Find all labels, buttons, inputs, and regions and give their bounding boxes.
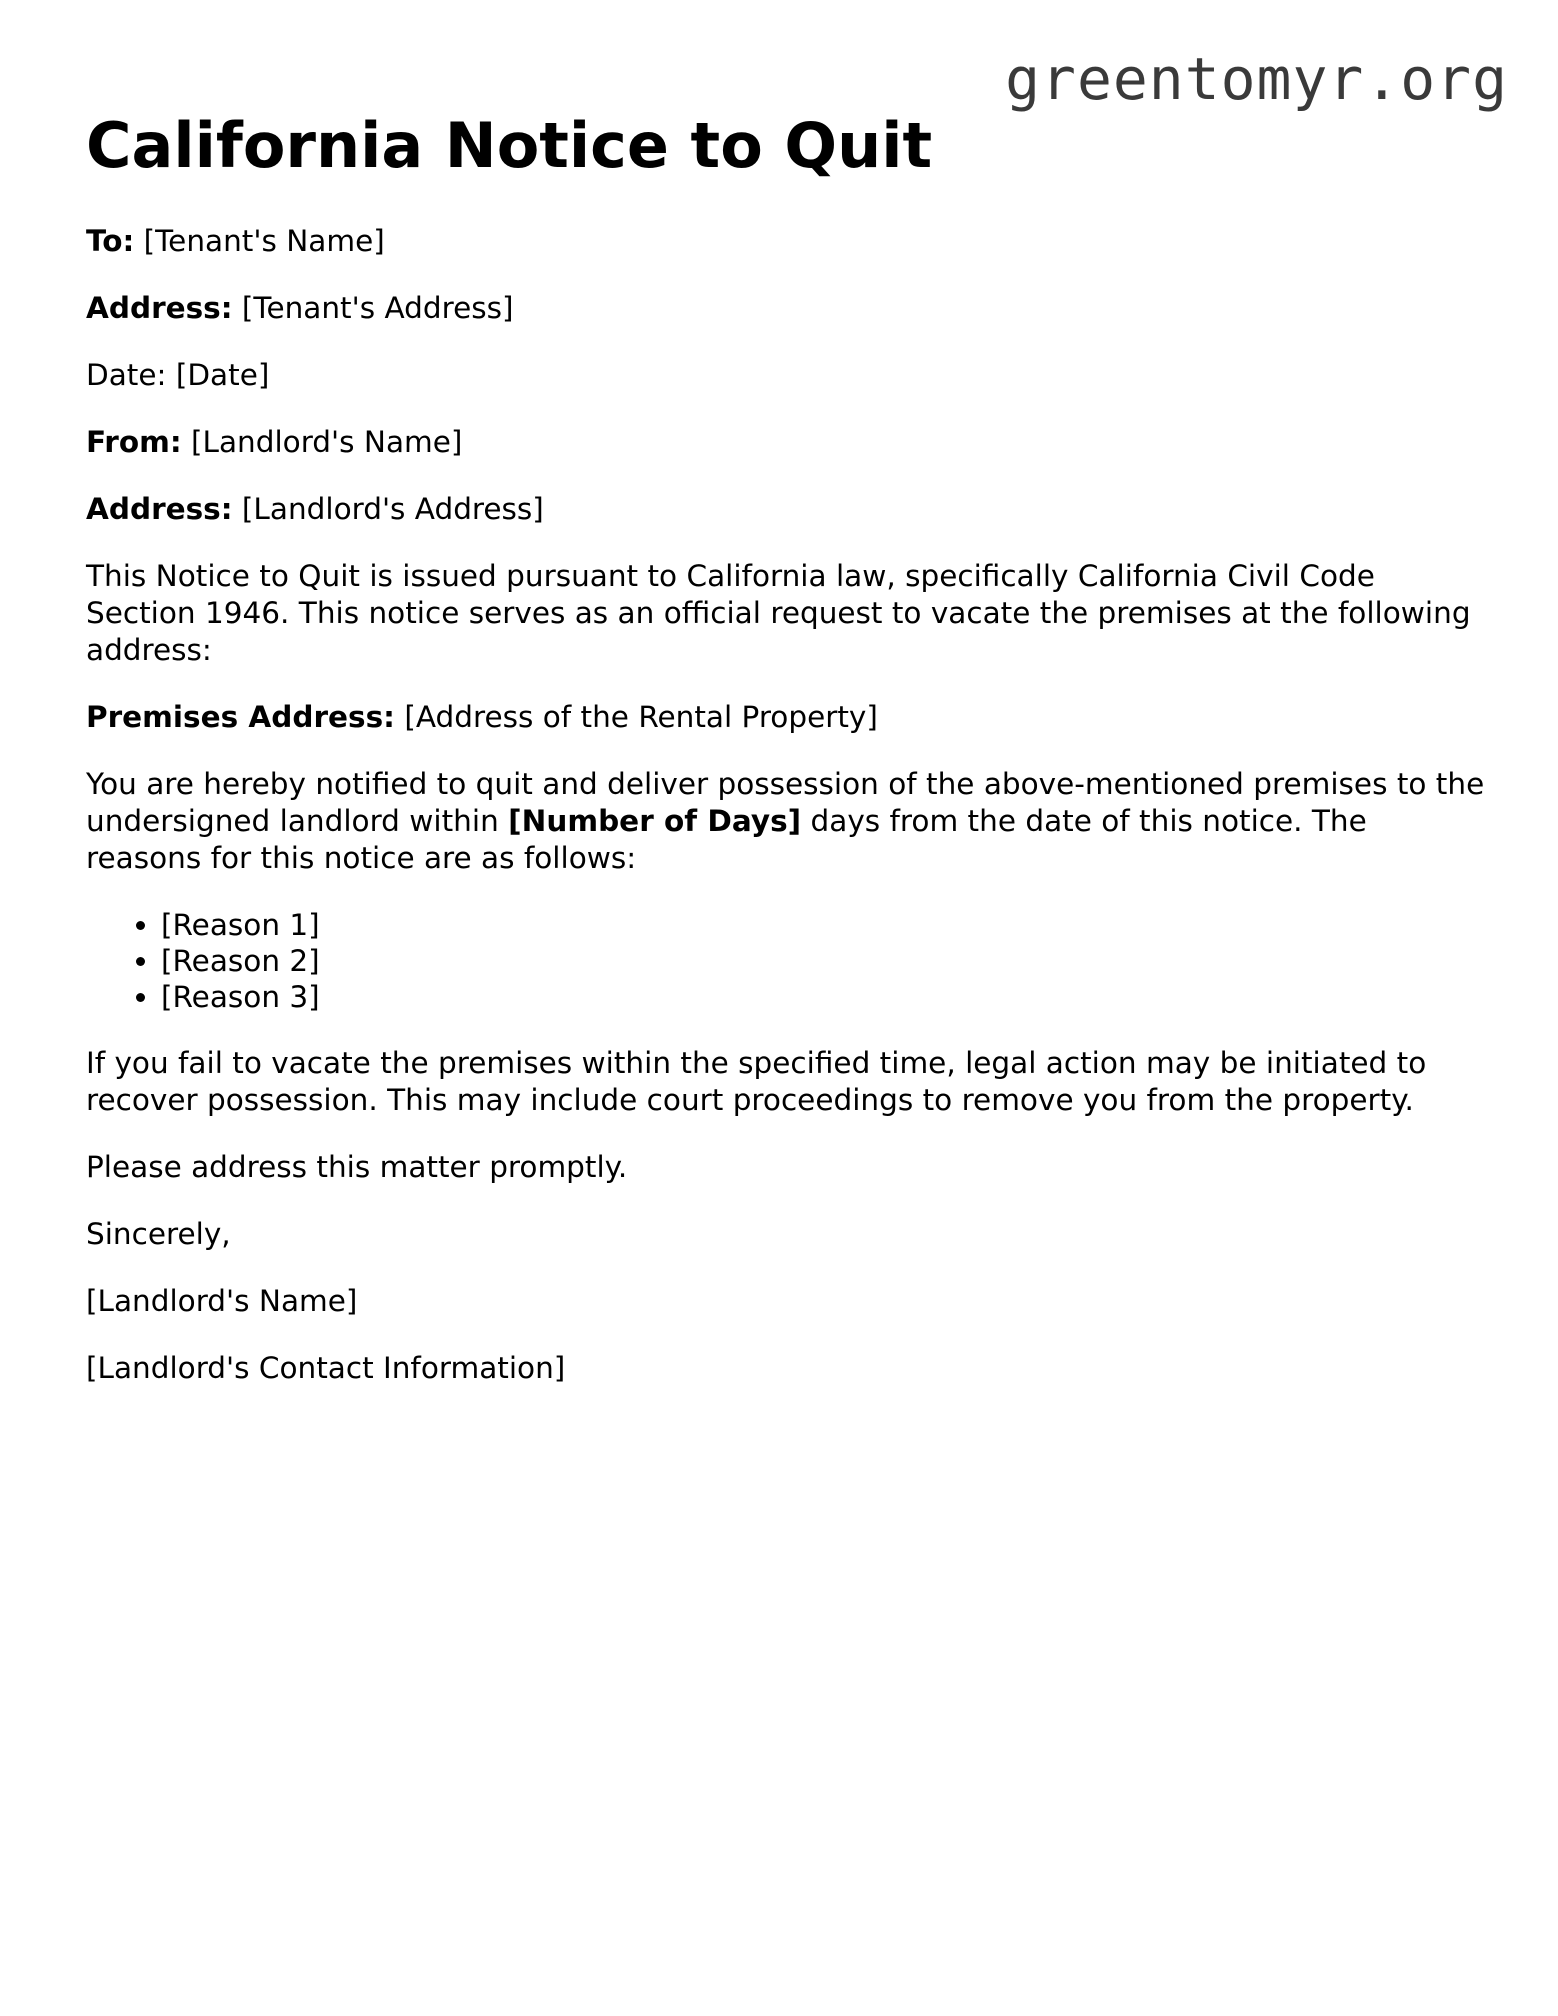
sender-label: From: <box>86 425 182 460</box>
premises-line <box>86 699 1486 736</box>
tenant-address-value: [Tenant's Address] <box>232 291 514 326</box>
intro-paragraph: This Notice to Quit is issued pursuant to California law, specifically California Civil Code Section 1946. This notice serves as an official request to vacate the premises at the following address: <box>86 559 1471 668</box>
sender-line <box>86 424 1486 461</box>
landlord-address-line <box>86 491 1486 528</box>
signature-name: [Landlord's Name] <box>86 1284 358 1319</box>
document-title: California Notice to Quit <box>86 109 933 182</box>
tenant-address-label: Address: <box>86 291 233 326</box>
closing-request: Please address this matter promptly. <box>86 1150 628 1185</box>
site-watermark: greentomyr.org <box>1005 45 1508 113</box>
recipient-line <box>86 223 1486 260</box>
recipient-label: To: <box>86 224 135 259</box>
list-item: • [Reason 2] <box>161 943 1486 979</box>
signature-contact: [Landlord's Contact Information] <box>86 1351 566 1386</box>
date-line: Date: [Date] <box>86 358 270 393</box>
premises-label: Premises Address: <box>86 700 395 735</box>
landlord-address-value: [Landlord's Address] <box>232 492 544 527</box>
notice-paragraph <box>86 766 1486 877</box>
consequence-paragraph: If you fail to vacate the premises within the specified time, legal action may be initiated to recover possession. This may include court proceedings to remove you from the property. <box>86 1046 1427 1118</box>
list-item: • [Reason 1] <box>161 907 1486 943</box>
recipient-value: [Tenant's Name] <box>134 224 385 259</box>
notice-text-after: days from the date of this notice. The reasons for this notice are as follows: <box>86 804 1367 876</box>
list-item: • [Reason 3] <box>161 979 1486 1015</box>
premises-value: [Address of the Rental Property] <box>394 700 878 735</box>
sign-off: Sincerely, <box>86 1217 231 1252</box>
landlord-address-label: Address: <box>86 492 233 527</box>
notice-document <box>86 110 1486 1417</box>
number-of-days: [Number of Days] <box>508 804 802 839</box>
tenant-address-line <box>86 290 1486 327</box>
sender-value: [Landlord's Name] <box>181 425 463 460</box>
notice-text-before: You are hereby notified to quit and deliver possession of the above-mentioned premises to the undersigned landlord within <box>86 767 1485 839</box>
reasons-list <box>86 907 1486 1015</box>
